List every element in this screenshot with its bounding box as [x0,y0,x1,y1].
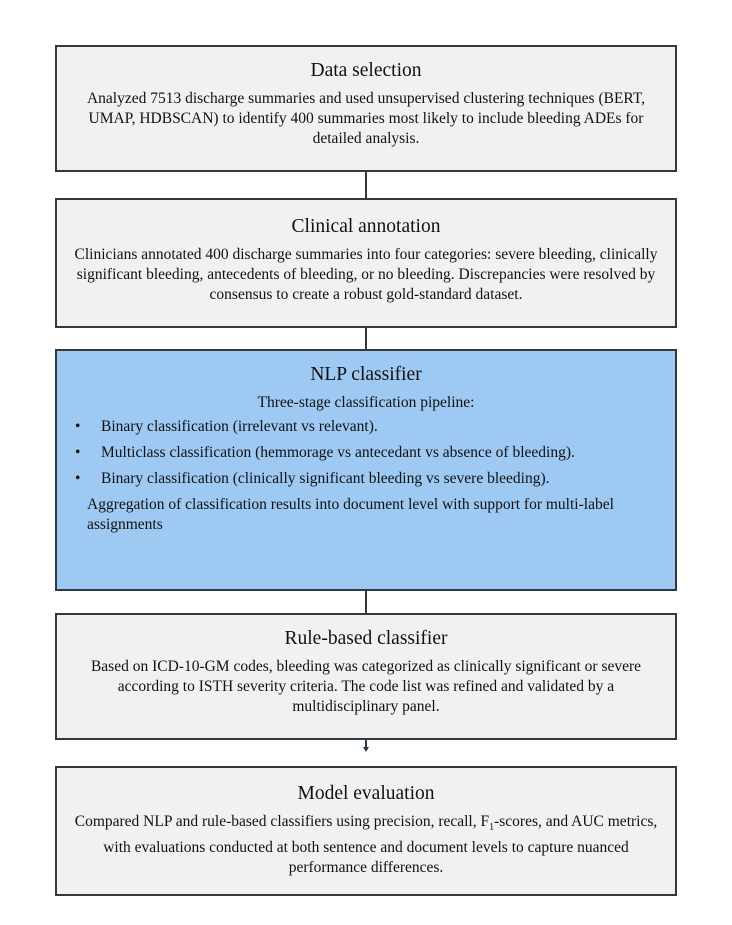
bullet-icon: • [75,470,81,487]
connector-1-2 [365,172,367,198]
pipeline-stage-text: Binary classification (irrelevant vs relevant). [101,418,378,435]
rule-based-text: Based on ICD-10-GM codes, bleeding was categorized as clinically significant or severe according to ISTH severity criteria. The code list was refined and validated by a multidisciplinary panel. [90,658,642,715]
clinical-annotation-title: Clinical annotation [291,216,441,237]
connector-3-4 [365,591,367,613]
data-selection-text: Analyzed 7513 discharge summaries and used unsupervised clustering techniques (BERT, UMAP, HDBSCAN) to identify 400 summaries most likely to include bleeding ADEs for detailed analysis. [86,90,646,147]
bullet-icon: • [75,418,81,435]
aggregation-text: Aggregation of classification results into document level with support for multi-label assignments [87,496,614,533]
nlp-classifier-subtitle: Three-stage classification pipeline: [257,394,475,411]
data-selection-title: Data selection [310,60,422,81]
model-evaluation-text-after: -scores, and AUC metrics, with evaluations conducted at both sentence and document levels to capture nuanced performance differences. [103,813,658,877]
rule-based-title: Rule-based classifier [284,628,448,649]
pipeline-stage-text: Multiclass classification (hemmorage vs antecedant vs absence of bleeding). [101,444,575,461]
rule-based-classifier-box [55,613,677,740]
connector-2-3 [365,328,367,349]
model-evaluation-text [71,812,661,878]
f1-subscript: 1 [489,822,495,834]
arrowhead-4-5 [363,747,369,752]
nlp-classifier-title: NLP classifier [310,364,422,385]
bullet-icon: • [75,444,81,461]
clinical-annotation-text: Clinicians annotated 400 discharge summaries into four categories: severe bleeding, clinically significant bleeding, antecedents of bleeding, or no bleeding. Discrepancies were resolved by consensus to create a robust gold-standard dataset. [74,246,658,303]
pipeline-stage-list [71,417,661,489]
pipeline-stage-text: Binary classification (clinically significant bleeding vs severe bleeding). [101,470,550,487]
pipeline-stage-item [71,417,661,437]
model-evaluation-box [55,766,677,896]
pipeline-stage-item [71,469,661,489]
model-evaluation-title: Model evaluation [297,783,435,804]
clinical-annotation-box [55,198,677,328]
model-evaluation-text-before: Compared NLP and rule-based classifiers using precision, recall, F [74,813,490,830]
data-selection-box [55,45,677,172]
pipeline-stage-item [71,443,661,463]
nlp-classifier-box [55,349,677,591]
